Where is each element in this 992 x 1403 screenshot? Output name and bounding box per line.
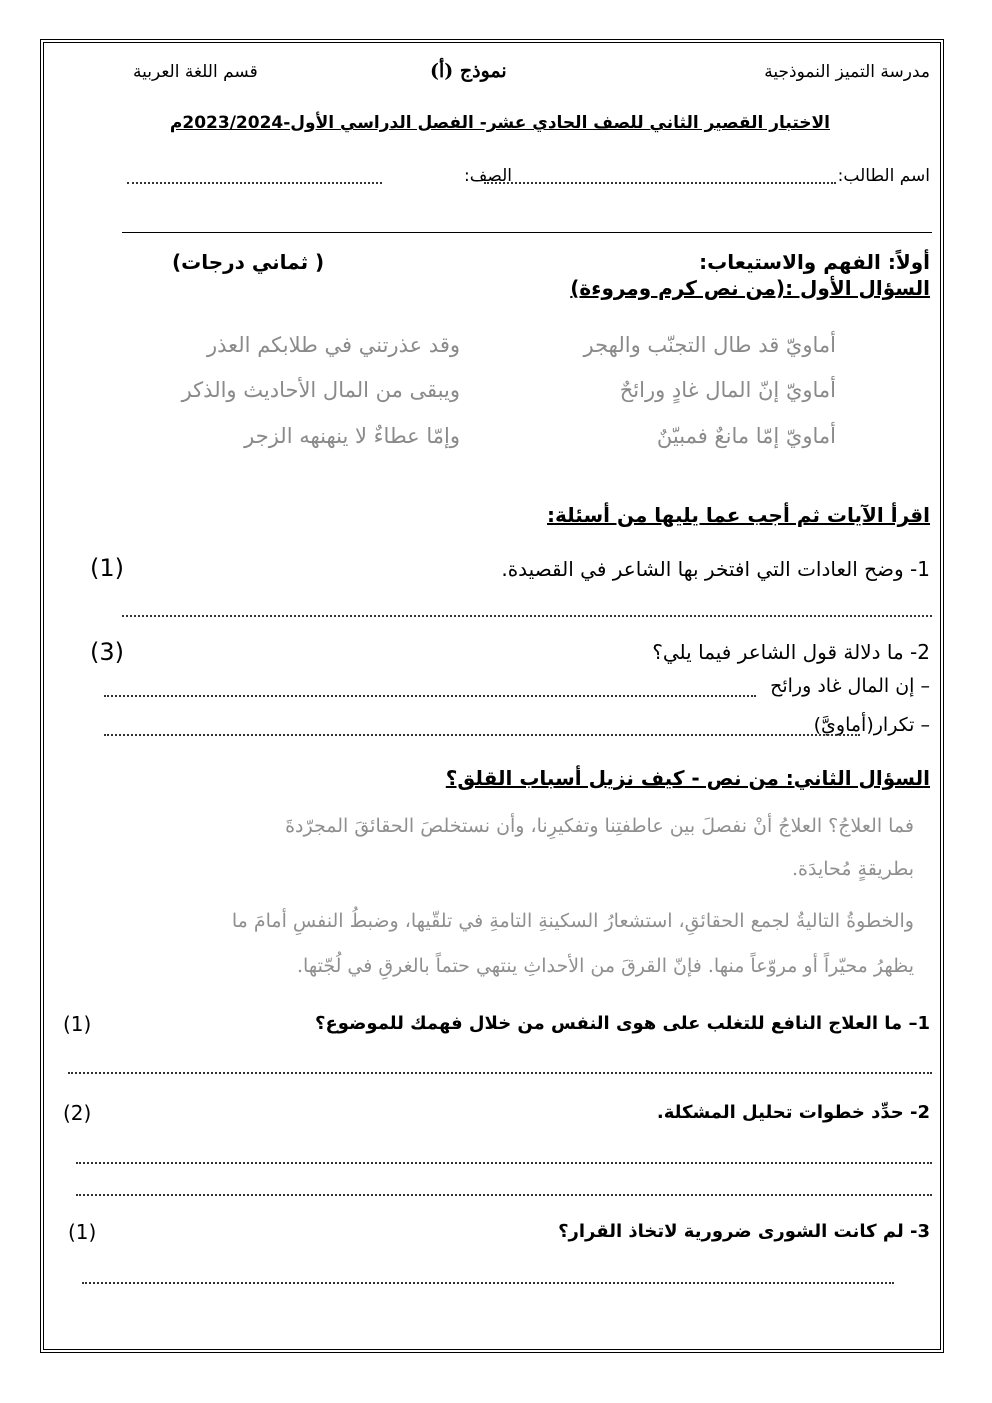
question1-title: السؤال الأول :(من نص كرم ومروءة) bbox=[570, 276, 930, 300]
s1-q2-mark: (3) bbox=[90, 638, 124, 666]
s1-q1-text: 1- وضح العادات التي افتخر بها الشاعر في القصيدة. bbox=[501, 557, 930, 581]
s2-q1-answer-line[interactable] bbox=[68, 1072, 932, 1074]
model-label: نموذج (أ) bbox=[430, 60, 507, 82]
s1-q2-item1-answer-line[interactable] bbox=[104, 695, 756, 697]
class-field[interactable] bbox=[127, 182, 382, 184]
poem-line1-second: وقد عذرتني في طلابكم العذر bbox=[206, 333, 460, 357]
s2-q2-mark: (2) bbox=[63, 1101, 92, 1125]
s2-q3-text: 3- لم كانت الشورى ضرورية لاتخاذ القرار؟ bbox=[558, 1221, 930, 1242]
student-name-label: اسم الطالب: bbox=[837, 166, 930, 186]
poem-line3-first: أماويّ إمّا مانعٌ فمبيّنٌ bbox=[656, 424, 836, 448]
s1-q2-text: 2- ما دلالة قول الشاعر فيما يلي؟ bbox=[652, 640, 930, 664]
s2-q1-mark: (1) bbox=[63, 1012, 92, 1036]
passage-line1: فما العلاجُ؟ العلاجُ أنْ نفصلَ بين عاطفتِنا وتفكيرِنا، وأن نستخلصَ الحقائقَ المجرّدةَ bbox=[285, 815, 914, 837]
header-divider bbox=[122, 232, 932, 233]
s2-q1-text: 1– ما العلاج النافع للتغلب على هوى النفس من خلال فهمك للموضوع؟ bbox=[315, 1013, 930, 1034]
exam-title: الاختبار القصير الثاني للصف الحادي عشر- الفصل الدراسي الأول-2023/2024م bbox=[169, 113, 830, 133]
poem-line2-second: ويبقى من المال الأحاديث والذكر bbox=[181, 378, 460, 402]
reading-instruction: اقرأ الآيات ثم أجب عما يليها من أسئلة: bbox=[547, 503, 930, 527]
class-label: الصف: bbox=[464, 166, 512, 186]
school-name: مدرسة التميز النموذجية bbox=[764, 62, 930, 82]
poem-line2-first: أماويّ إنّ المال غادٍ ورائحٌ bbox=[619, 378, 836, 402]
student-name-field[interactable] bbox=[484, 182, 836, 184]
s1-q2-item1: – إن المال غاد ورائح bbox=[770, 675, 930, 697]
question2-title: السؤال الثاني: من نص - كيف نزيل أسباب القلق؟ bbox=[445, 766, 930, 790]
s2-q3-mark: (1) bbox=[68, 1220, 97, 1244]
passage-line4: يظهرُ محيّراً أو مروّعاً منها. فإنّ القرقَ من الأحداثِ ينتهي حتماً بالغرقِ في لُجّتها. bbox=[297, 955, 914, 977]
passage-line3: والخطوةُ التاليةُ لجمع الحقائقِ، استشعارُ السكينةِ التامةِ في تلقّيها، وضبطُ النفسِ أمامَ ما bbox=[231, 910, 914, 932]
s2-q3-answer-line[interactable] bbox=[82, 1282, 894, 1284]
s1-q2-item2: – تكرار(أماويَّ) bbox=[813, 714, 930, 736]
section1-score: ( ثماني درجات) bbox=[172, 250, 325, 274]
passage-line2: بطريقةٍ مُحايدَة. bbox=[792, 858, 914, 880]
poem-line1-first: أماويّ قد طال التجنّب والهجر bbox=[583, 333, 836, 357]
poem-line3-second: وإمّا عطاءٌ لا ينهنهه الزجر bbox=[244, 424, 460, 448]
section1-title: أولاً: الفهم والاستيعاب: bbox=[699, 250, 930, 274]
s1-q1-answer-line[interactable] bbox=[122, 615, 932, 617]
s1-q1-mark: (1) bbox=[90, 554, 124, 582]
s2-q2-text: 2- حدِّد خطوات تحليل المشكلة. bbox=[656, 1102, 930, 1123]
s2-q2-answer-line2[interactable] bbox=[76, 1194, 932, 1196]
s2-q2-answer-line1[interactable] bbox=[76, 1162, 932, 1164]
department-name: قسم اللغة العربية bbox=[133, 62, 258, 82]
s1-q2-item2-answer-line[interactable] bbox=[104, 734, 860, 736]
